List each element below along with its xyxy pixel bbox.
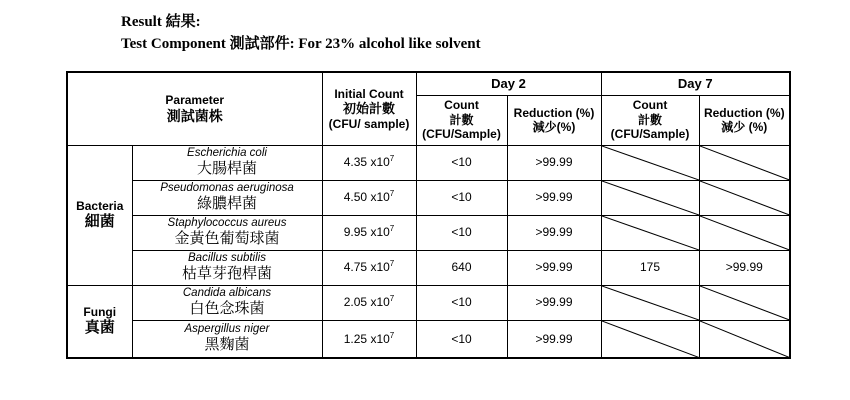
- day7-header: Day 7: [601, 72, 790, 95]
- day7-reduction-header: [699, 95, 790, 145]
- day7-count-empty-cell: [601, 215, 699, 250]
- day7-count-cell: 175: [601, 250, 699, 285]
- table-row: [67, 180, 790, 215]
- day2-count-header-unit: (CFU/Sample): [422, 127, 501, 142]
- day2-reduction-cell: >99.99: [507, 285, 601, 320]
- result-heading: Result 結果:: [121, 14, 201, 30]
- day2-reduction-cell: >99.99: [507, 215, 601, 250]
- test-component-heading: Test Component 測試部件: For 23% alcohol like solvent: [121, 36, 481, 52]
- parameter-header: [67, 72, 322, 145]
- day7-count-header-unit: (CFU/Sample): [610, 127, 690, 142]
- initial-count-exponent: 7: [389, 224, 395, 234]
- diagonal-strike: [602, 321, 699, 358]
- initial-count-exponent: 7: [389, 154, 395, 164]
- organism-latin-name: Pseudomonas aeruginosa: [160, 181, 294, 194]
- day7-reduction-empty-cell: [699, 215, 790, 250]
- fungi-group-cjk: 真菌: [84, 319, 115, 337]
- day7-reduction-empty-cell: [699, 320, 790, 358]
- organism-latin-name: Candida albicans: [182, 286, 272, 299]
- bacteria-group-cell: [67, 145, 132, 285]
- day7-reduction-empty-cell: [699, 145, 790, 180]
- bacteria-group-cjk: 細菌: [84, 213, 115, 231]
- day2-count-cell: <10: [416, 320, 507, 358]
- initial-count-cell: [322, 285, 416, 320]
- day2-reduction-header-cjk: 減少(%): [532, 120, 576, 134]
- organism-cjk-name: 枯草芽孢桿菌: [181, 265, 272, 283]
- initial-count-exponent: 7: [389, 259, 395, 269]
- initial-count-cell: [322, 145, 416, 180]
- organism-cell: [132, 180, 322, 215]
- initial-count-cell: [322, 250, 416, 285]
- parameter-header-cjk: 測試菌株: [166, 107, 223, 124]
- initial-count-header-unit: (CFU/ sample): [328, 116, 410, 131]
- diagonal-strike: [700, 286, 790, 320]
- initial-count-value: 4.35 x10: [343, 155, 390, 170]
- initial-count-value: 4.50 x10: [343, 190, 390, 205]
- organism-cell: [132, 320, 322, 358]
- diagonal-strike: [602, 146, 699, 180]
- initial-count-exponent: 7: [389, 330, 395, 340]
- table-row: [67, 320, 790, 358]
- organism-latin-name: Aspergillus niger: [184, 323, 270, 336]
- diagonal-strike: [602, 181, 699, 215]
- initial-count-cell: [322, 320, 416, 358]
- day7-reduction-cell: >99.99: [699, 250, 790, 285]
- day7-reduction-empty-cell: [699, 285, 790, 320]
- organism-cjk-name: 大腸桿菌: [196, 160, 257, 178]
- organism-cell: [132, 215, 322, 250]
- day7-count-empty-cell: [601, 180, 699, 215]
- day2-count-cell: <10: [416, 180, 507, 215]
- fungi-group-en: Fungi: [83, 305, 117, 320]
- day2-count-cell: <10: [416, 215, 507, 250]
- diagonal-strike: [700, 181, 790, 215]
- initial-count-value: 4.75 x10: [343, 260, 390, 275]
- day2-reduction-cell: >99.99: [507, 250, 601, 285]
- day2-count-cell: 640: [416, 250, 507, 285]
- diagonal-strike: [602, 286, 699, 320]
- day2-reduction-header: [507, 95, 601, 145]
- table-row: [67, 215, 790, 250]
- day2-count-header-en: Count: [444, 98, 479, 113]
- initial-count-header-cjk: 初始計數: [342, 100, 395, 116]
- diagonal-strike: [602, 216, 699, 250]
- day2-reduction-cell: >99.99: [507, 145, 601, 180]
- day2-reduction-header-en: Reduction (%): [513, 105, 595, 120]
- day7-count-header: [601, 95, 699, 145]
- organism-latin-name: Staphylococcus aureus: [167, 216, 287, 229]
- table-row: [67, 285, 790, 320]
- day7-count-empty-cell: [601, 145, 699, 180]
- table-row: [67, 250, 790, 285]
- day2-count-header: [416, 95, 507, 145]
- day7-count-header-en: Count: [632, 98, 668, 113]
- diagonal-strike: [700, 321, 790, 358]
- initial-count-cell: [322, 215, 416, 250]
- initial-count-exponent: 7: [389, 189, 395, 199]
- initial-count-cell: [322, 180, 416, 215]
- organism-latin-name: Escherichia coli: [187, 146, 267, 159]
- diagonal-strike: [700, 146, 790, 180]
- day2-count-cell: <10: [416, 145, 507, 180]
- parameter-header-en: Parameter: [165, 93, 225, 108]
- day7-count-empty-cell: [601, 285, 699, 320]
- day7-reduction-header-cjk: 減少 (%): [721, 120, 768, 134]
- diagonal-strike: [700, 216, 790, 250]
- day2-header: Day 2: [416, 72, 601, 95]
- organism-cell: [132, 145, 322, 180]
- initial-count-exponent: 7: [389, 294, 395, 304]
- fungi-group-cell: [67, 285, 132, 358]
- organism-latin-name: Bacillus subtilis: [188, 251, 266, 264]
- day7-count-header-cjk: 計數: [638, 112, 663, 127]
- results-table: [66, 71, 791, 359]
- initial-count-value: 1.25 x10: [343, 331, 390, 346]
- initial-count-header-en: Initial Count: [334, 86, 404, 101]
- day2-reduction-cell: >99.99: [507, 320, 601, 358]
- organism-cell: [132, 285, 322, 320]
- organism-cell: [132, 250, 322, 285]
- initial-count-value: 9.95 x10: [343, 225, 390, 240]
- day2-reduction-cell: >99.99: [507, 180, 601, 215]
- table-row: [67, 145, 790, 180]
- day2-count-header-cjk: 計數: [449, 112, 474, 127]
- organism-cjk-name: 綠膿桿菌: [196, 195, 257, 213]
- day7-count-empty-cell: [601, 320, 699, 358]
- bacteria-group-en: Bacteria: [76, 198, 124, 213]
- organism-cjk-name: 黑麴菌: [204, 336, 250, 354]
- day7-reduction-header-en: Reduction (%): [703, 105, 785, 120]
- header-row-1: [67, 72, 790, 95]
- day2-count-cell: <10: [416, 285, 507, 320]
- organism-cjk-name: 白色念珠菌: [189, 300, 265, 318]
- initial-count-header: [322, 72, 416, 145]
- initial-count-value: 2.05 x10: [343, 295, 390, 310]
- day7-reduction-empty-cell: [699, 180, 790, 215]
- organism-cjk-name: 金黃色葡萄球菌: [174, 230, 280, 248]
